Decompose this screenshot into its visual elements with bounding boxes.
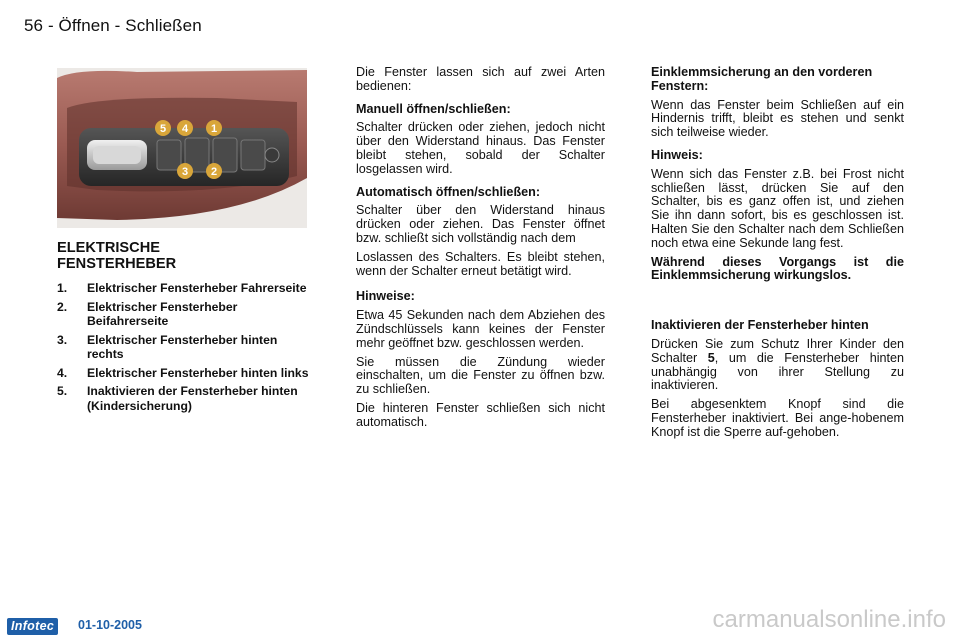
auto-paragraph-2: Loslassen des Schalters. Es bleibt stehen, wenn der Schalter erneut betätigt wird. [356,249,605,278]
list-item: 1. Elektrischer Fensterheber Fahrerseite [57,281,307,295]
window-switch-photo [57,68,307,228]
raised-paragraph: Bei abgesenktem Knopf sind die Fensterheber inaktiviert. Bei ange-hobenem Knopf ist die Sperre auf-gehoben. [651,397,904,439]
watermark: carmanualsonline.info [712,606,946,633]
switch-panel-illustration [57,68,307,228]
switch-label-5: 5 [159,123,167,135]
hint-paragraph: Wenn sich das Fenster z.B. bei Frost nicht schließen lässt, drücken Sie auf den Schalter, bis es ganz offen ist, und ziehen Sie ihn dann sofort, bis es geschlossen ist. Halten Sie den Schalter nach dem Schließen noch etwa eine Sekunde lang fest. [651,166,904,250]
manual-heading: Manuell öffnen/schließen: [356,101,511,116]
note-paragraph-2: Sie müssen die Zündung wieder einschalten, um die Fenster zu öffnen bzw. zu schließen. [356,354,605,397]
list-item: 3. Elektrischer Fensterheber hinten rechts [57,332,278,361]
switch-label-2: 2 [210,166,218,178]
auto-paragraph-1: Schalter über den Widerstand hinaus drücken oder ziehen. Das Fenster öffnet bzw. schließt sich vollständig nach dem [356,203,605,245]
chapter-title: Öffnen - Schließen [58,16,202,35]
note-paragraph-1: Etwa 45 Sekunden nach dem Abziehen des Zündschlüssels kann keines der Fenster mehr geöffnet bzw. geschlossen werden. [356,308,605,350]
manual-paragraph: Schalter drücken oder ziehen, jedoch nicht über den Widerstand hinaus. Das Fenster bleibt stehen, sobald der Schalter losgelassen wird. [356,120,605,176]
note-paragraph-3: Die hinteren Fenster schließen sich nicht automatisch. [356,400,605,429]
text-column-3 [651,66,904,440]
text-column-2 [356,66,605,430]
list-item: 4. Elektrischer Fensterheber hinten links [57,365,309,380]
header-separator: - [47,16,59,35]
column-spacer [651,283,904,319]
list-item: 2. Elektrischer Fensterheber Beifahrerseite [57,299,238,328]
pinch-heading: Einklemmsicherung an den vorderen Fenstern: [651,65,873,93]
footer-date: 01-10-2005 [78,618,142,632]
auto-heading: Automatisch öffnen/schließen: [356,184,541,199]
infotec-logo: Infotec [7,618,58,635]
switch-number-5: 5 [707,350,715,365]
feature-list [57,281,317,417]
page-number: 56 [24,16,44,35]
switch-label-1: 1 [210,123,218,135]
warning-paragraph: Während dieses Vorgangs ist die Einklemmsicherung wirkungslos. [651,254,904,283]
hint-heading: Hinweis: [651,147,703,162]
section-title [57,240,257,272]
disable-paragraph: Drücken Sie zum Schutz Ihrer Kinder den Schalter 5, um die Fensterheber hinten unabhängig von ihrer Stellung zu inaktivieren. [651,336,905,393]
section-title-line1: ELEKTRISCHE [57,240,160,256]
section-title-line2: FENSTERHEBER [57,256,177,272]
intro-paragraph: Die Fenster lassen sich auf zwei Arten bedienen: [356,65,605,93]
switch-label-3: 3 [181,166,189,178]
disable-heading: Inaktivieren der Fensterheber hinten [651,318,869,333]
pinch-paragraph: Wenn das Fenster beim Schließen auf ein Hindernis trifft, bleibt es stehen und senkt sich teilweise wieder. [651,97,904,140]
notes-heading: Hinweise: [356,289,415,304]
switch-label-4: 4 [181,123,189,135]
page-header [24,16,202,36]
list-item: 5. Inaktivieren der Fensterheber hinten (Kindersicherung) [57,384,298,413]
